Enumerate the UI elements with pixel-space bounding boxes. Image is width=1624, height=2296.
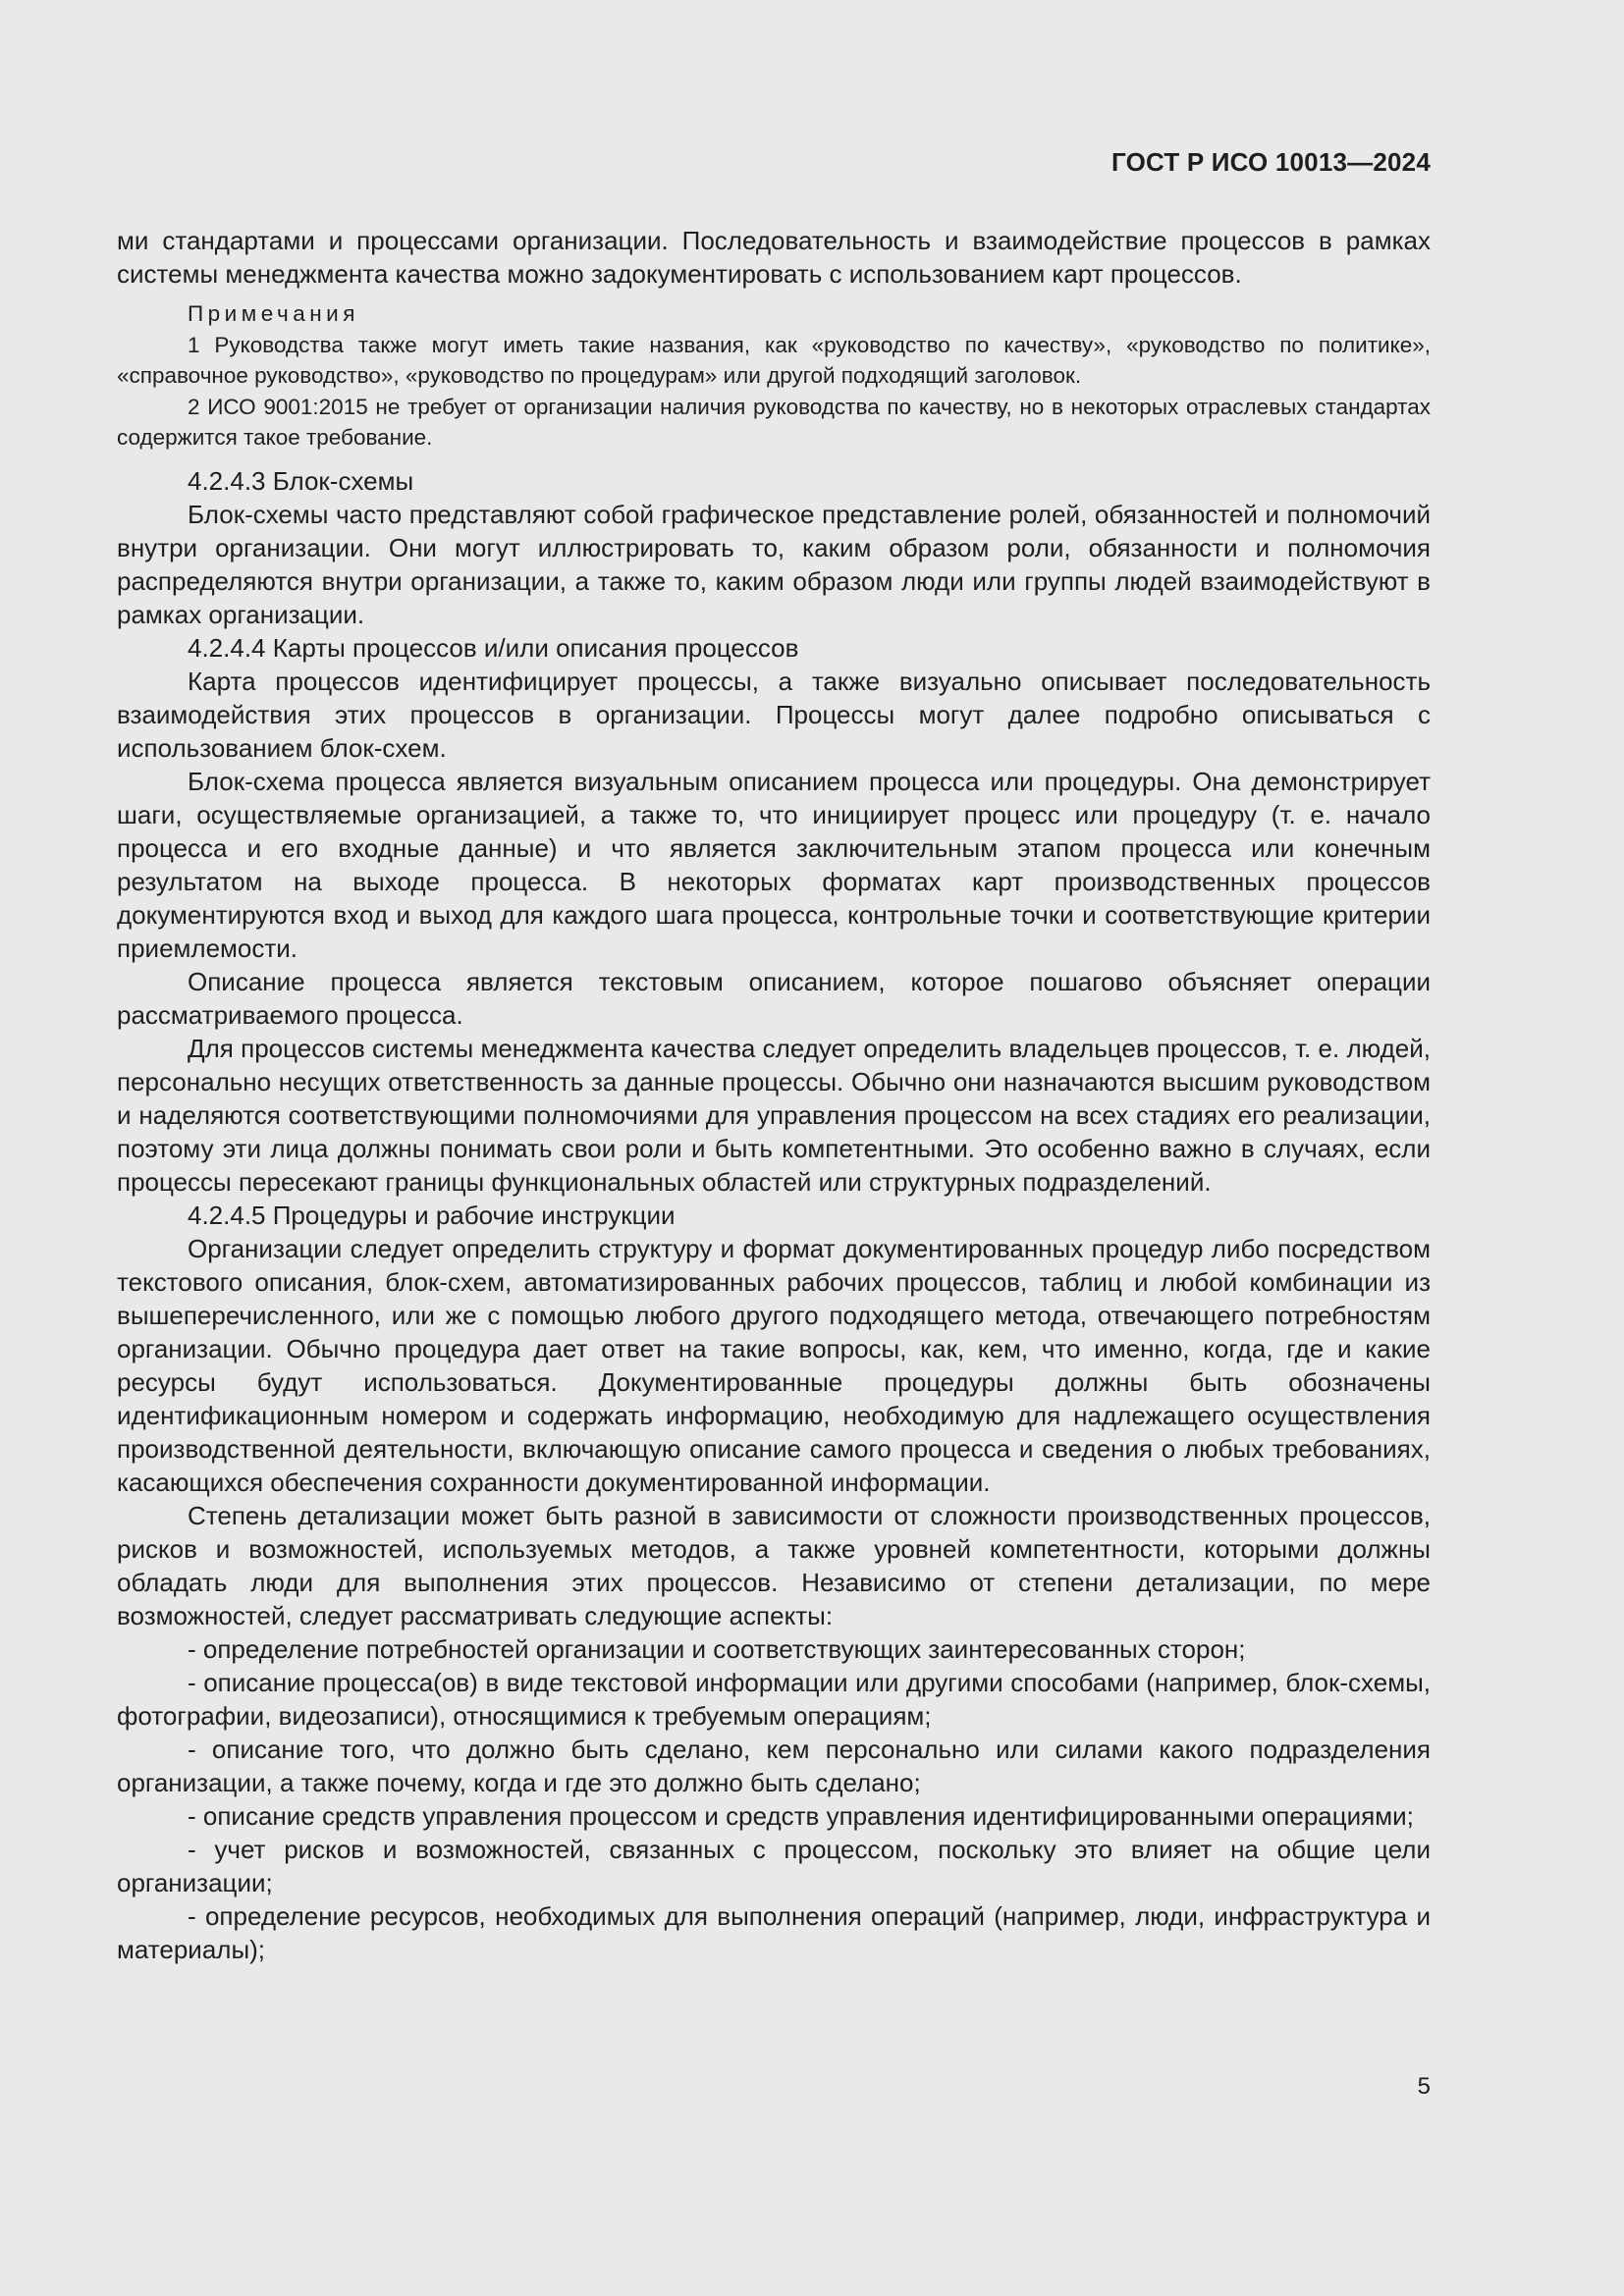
paragraph: Блок-схема процесса является визуальным описанием процесса или процедуры. Она демонстрирует шаги, осуществляемые организацией, а также то, что инициирует процесс или процедуру (т. е. начало процесса и его входные данные) и что является заключительным этапом процесса или конечным результатом на выходе процесса. В некоторых форматах карт производственных процессов документируются вход и выход для каждого шага процесса, контрольные точки и соответствующие критерии приемлемости. (117, 766, 1431, 963)
intro-paragraph: ми стандартами и процессами организации. Последовательность и взаимодействие процессов в рамках системы менеджмента качества можно задокументировать с использованием карт процессов. (117, 226, 1431, 289)
paragraph: Для процессов системы менеджмента качества следует определить владельцев процессов, т. е. людей, персонально несущих ответственность за данные процессы. Обычно они назначаются высшим руководством и наделяются соответствующими полномочиями для управления процессом на всех стадиях его реализации, поэтому эти лица должны понимать свои роли и быть компетентными. Это особенно важно в случаях, если процессы пересекают границы функциональных областей или структурных подразделений. (117, 1033, 1431, 1197)
paragraph: Степень детализации может быть разной в зависимости от сложности производственных процессов, рисков и возможностей, используемых методов, а также уровней компетентности, которыми должны обладать люди для выполнения этих процессов. Независимо от степени детализации, по мере возможностей, следует рассматривать следующие аспекты: (117, 1500, 1431, 1630)
section-heading-4244: 4.2.4.4 Карты процессов и/или описания процессов (188, 632, 799, 663)
notes-block (117, 298, 1431, 454)
notes-heading: Примечания (188, 301, 359, 326)
section-heading-4245: 4.2.4.5 Процедуры и рабочие инструкции (188, 1200, 676, 1230)
paragraph: Карта процессов идентифицирует процессы, а также визуально описывает последовательность взаимодействия этих процессов в организации. Процессы могут далее подробно описываться с использованием блок-схем. (117, 666, 1431, 763)
aspects-list (117, 1632, 1431, 1966)
page-number: 5 (1417, 2073, 1431, 2100)
paragraph: Организации следует определить структуру и формат документированных процедур либо посредством текстового описания, блок-схем, автоматизированных рабочих процессов, таблиц и любой комбинации из вышеперечисленного, или же с помощью любого другого подходящего метода, отвечающего потребностям организации. Обычно процедура дает ответ на такие вопросы, как, кем, что именно, когда, где и какие ресурсы будут использоваться. Документированные процедуры должны быть обозначены идентификационным номером и содержать информацию, необходимую для надлежащего осуществления производственной деятельности, включающую описание самого процесса и сведения о любых требованиях, касающихся обеспечения сохранности документированной информации. (117, 1233, 1431, 1497)
list-item: - определение потребностей организации и соответствующих заинтересованных сторон; (188, 1633, 1246, 1664)
note-item: 1 Руководства также могут иметь такие названия, как «руководство по качеству», «руководство по политике», «справочное руководство», «руководство по процедурам» или другой подходящий заголовок. (117, 332, 1431, 388)
section-heading-4243: 4.2.4.3 Блок-схемы (188, 465, 414, 496)
note-item: 2 ИСО 9001:2015 не требует от организации наличия руководства по качеству, но в некоторых отраслевых стандартах содержится такое требование. (117, 394, 1431, 450)
list-item: - описание процесса(ов) в виде текстовой информации или другими способами (например, блок-схемы, фотографии, видеозаписи), относящимися к требуемым операциям; (117, 1667, 1431, 1731)
paragraph: Блок-схемы часто представляют собой графическое представление ролей, обязанностей и полномочий внутри организации. Они могут иллюстрировать то, каким образом роли, обязанности и полномочия распределяются внутри организации, а также то, каким образом люди или группы людей взаимодействуют в рамках организации. (117, 499, 1431, 629)
list-item: - определение ресурсов, необходимых для выполнения операций (например, люди, инфраструктура и материалы); (117, 1900, 1431, 1964)
list-item: - описание того, что должно быть сделано, кем персонально или силами какого подразделения организации, а также почему, когда и где это должно быть сделано; (117, 1734, 1431, 1797)
list-item: - описание средств управления процессом и средств управления идентифицированными операциями; (188, 1800, 1414, 1831)
standard-designation: ГОСТ Р ИСО 10013—2024 (1110, 147, 1431, 177)
list-item: - учет рисков и возможностей, связанных с процессом, поскольку это влияет на общие цели организации; (117, 1834, 1431, 1897)
page-body (117, 224, 1431, 1966)
paragraph: Описание процесса является текстовым описанием, которое пошагово объясняет операции рассматриваемого процесса. (117, 966, 1431, 1030)
